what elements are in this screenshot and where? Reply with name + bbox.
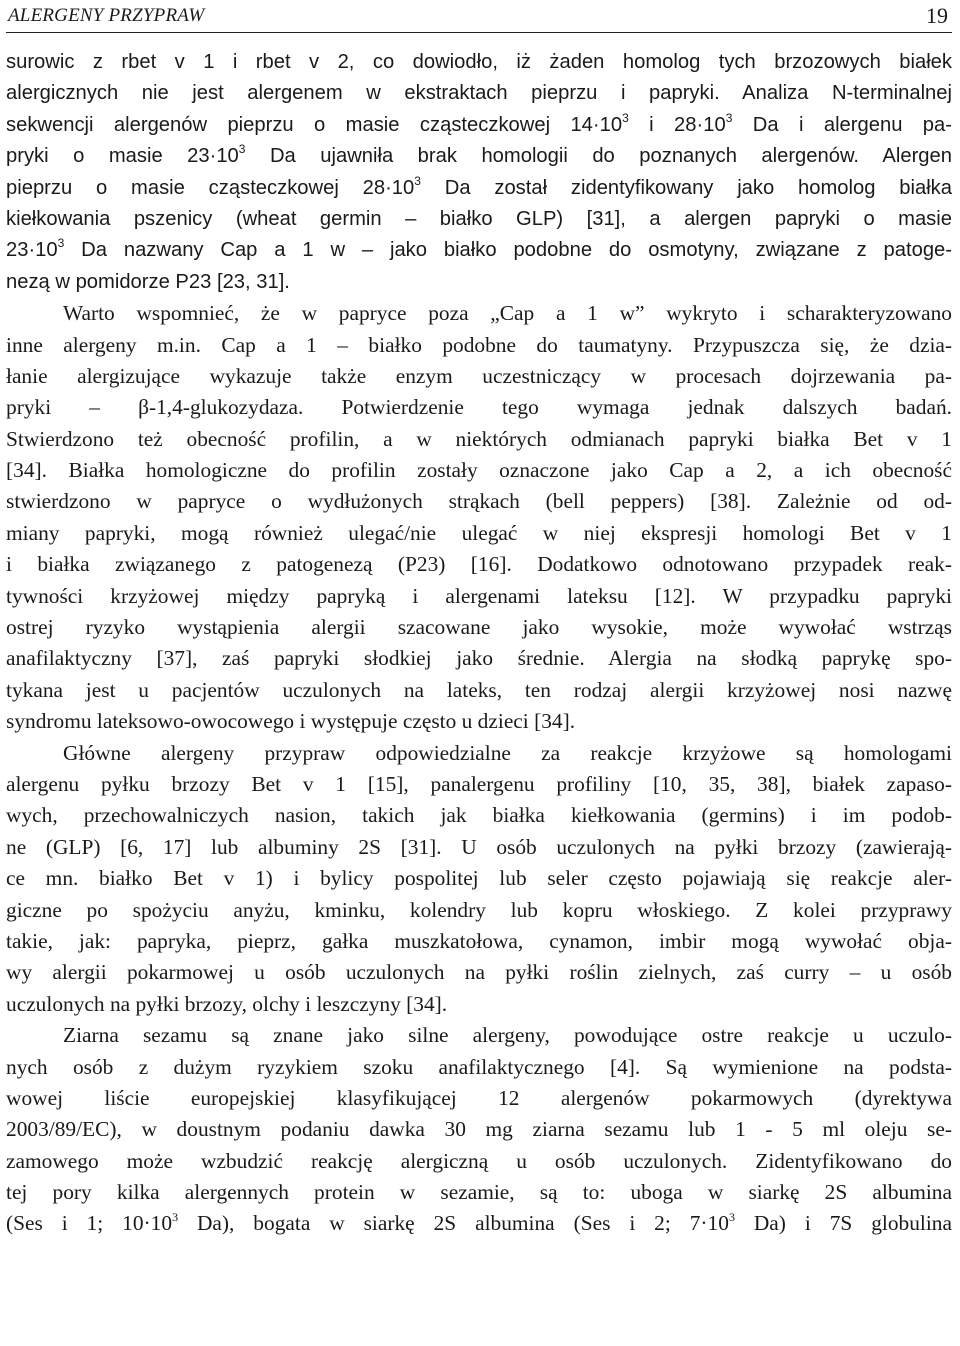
text-line: wowej liście europejskiej klasyfikującej 12 alergenów pokarmowych (dyrektywa xyxy=(6,1085,952,1110)
text-line: pryki o masie $23\cdot 10^3$ Da ujawniła brak homologii do poznanych alergenów. Alergen xyxy=(6,142,952,168)
text-line: tej pory kilka alergennych protein w sezamie, są to: uboga w siarkę 2S albumina xyxy=(6,1180,952,1205)
text-line: anafilaktyczny [37], zaś papryki słodkiej jako średnie. Alergia na słodką paprykę spo- xyxy=(6,646,952,671)
text-line: sekwencji alergenów pieprzu o masie cząsteczkowej $14\cdot 10^3$ i $28\cdot 10^3$ Da i alergenu pa- xyxy=(6,110,952,136)
text-line: kiełkowania pszenicy (wheat germin – białko GLP) [31], a alergen papryki o masie xyxy=(6,207,952,230)
superscript-exponent: 3 xyxy=(57,236,65,251)
text-line: łanie alergizujące wykazuje także enzym uczestniczący w procesach dojrzewania pa- xyxy=(6,363,952,388)
text-line: alergenu pyłku brzozy Bet v 1 [15], panalergenu profiliny [10, 35, 38], białek zapaso- xyxy=(6,771,952,796)
superscript-exponent: 3 xyxy=(238,142,246,157)
text-line: nezą w pomidorze P23 [23, 31]. xyxy=(6,270,290,293)
text-line: inne alergeny m.in. Cap a 1 – białko podobne do taumatyny. Przypuszcza się, że dzia- xyxy=(6,332,952,357)
text-line: ce mn. białko Bet v 1) i bylicy pospolitej lub seler często pojawiają się reakcje aler- xyxy=(6,866,952,891)
superscript-exponent: 3 xyxy=(172,1210,179,1225)
text-line: 2003/89/EC), w doustnym podaniu dawka 30 mg ziarna sezamu lub 1 - 5 ml oleju se- xyxy=(6,1117,952,1142)
text-line: ostrej ryzyko wystąpienia alergii szacowane jako wysokie, może wywołać wstrząs xyxy=(6,615,952,640)
text-line: (Ses i 1; $10\cdot 10^3$ Da), bogata w siarkę 2S albumina (Ses i 2; $7\cdot 10^3$ Da) i 7S globulina xyxy=(6,1210,952,1236)
running-header xyxy=(6,2,952,33)
text-line: zamowego może wzbudzić reakcję alergiczną u osób uczulonych. Zidentyfikowano do xyxy=(6,1148,952,1173)
running-title: ALERGENY PRZYPRAW xyxy=(8,5,205,26)
text-line: syndromu lateksowo-owocowego i występuje często u dzieci [34]. xyxy=(6,709,576,734)
text-line: wych, przechowalniczych nasion, takich jak białka kiełkowania (germins) i im podob- xyxy=(6,803,952,828)
body-text xyxy=(6,47,952,1240)
text-line: i białka związanego z patogenezą (P23) [16]. Dodatkowo odnotowano przypadek reak- xyxy=(6,552,952,577)
text-line: miany papryki, mogą również ulegać/nie ulegać w niej ekspresji homologi Bet v 1 xyxy=(6,520,952,545)
text-line: takie, jak: papryka, pieprz, gałka muszkatołowa, cynamon, imbir mogą wywołać obja- xyxy=(6,928,952,953)
superscript-exponent: 3 xyxy=(725,110,733,125)
text-line: tykana jest u pacjentów uczulonych na lateks, ten rodzaj alergii krzyżowej nosi nazwę xyxy=(6,677,952,702)
text-line: alergicznych nie jest alergenem w ekstraktach pieprzu i papryki. Analiza N-terminalnej xyxy=(6,82,952,105)
text-line: pieprzu o masie cząsteczkowej $28\cdot 10^3$ Da został zidentyfikowany jako homolog białka xyxy=(6,173,953,199)
text-line: $23\cdot 10^3$ Da nazwany Cap a 1 w – jako białko podobne do osmotyny, związane z patoge- xyxy=(6,236,952,262)
text-line: wy alergii pokarmowej u osób uczulonych na pyłki roślin zielnych, zaś curry – u osób xyxy=(6,960,952,985)
superscript-exponent: 3 xyxy=(414,173,421,188)
page-number: 19 xyxy=(926,3,948,28)
text-line: tywności krzyżowej między papryką i alergenami lateksu [12]. W przypadku papryki xyxy=(6,583,952,608)
text-line: uczulonych na pyłki brzozy, olchy i leszczyny [34]. xyxy=(6,991,448,1016)
text-line: surowic z rbet v 1 i rbet v 2, co dowiodło, iż żaden homolog tych brzozowych białek xyxy=(6,51,952,73)
text-line: [34]. Białka homologiczne do profilin zostały oznaczone jako Cap a 2, a ich obecność xyxy=(6,458,952,483)
text-line: Ziarna sezamu są znane jako silne alergeny, powodujące ostre reakcje u uczulo- xyxy=(63,1023,952,1048)
text-line: Warto wspomnieć, że w papryce poza „Cap a 1 w” wykryto i scharakteryzowano xyxy=(63,301,952,326)
text-line: Stwierdzono też obecność profilin, a w niektórych odmianach papryki białka Bet v 1 xyxy=(6,426,952,451)
text-line: Główne alergeny przypraw odpowiedzialne za reakcje krzyżowe są homologami xyxy=(63,740,952,765)
text-line: pryki – β-1,4-glukozydaza. Potwierdzenie tego wymaga jednak dalszych badań. xyxy=(6,395,952,420)
text-line: stwierdzono w papryce o wydłużonych strąkach (bell peppers) [38]. Zależnie od od- xyxy=(6,489,952,514)
text-line: ne (GLP) [6, 17] lub albuminy 2S [31]. U osób uczulonych na pyłki brzozy (zawierają- xyxy=(6,834,952,859)
text-line: giczne po spożyciu anyżu, kminku, kolendry lub kopru włoskiego. Z kolei przyprawy xyxy=(6,897,952,922)
superscript-exponent: 3 xyxy=(622,110,629,125)
text-line: nych osób z dużym ryzykiem szoku anafilaktycznego [4]. Są wymienione na podsta- xyxy=(6,1054,952,1079)
superscript-exponent: 3 xyxy=(728,1210,735,1225)
